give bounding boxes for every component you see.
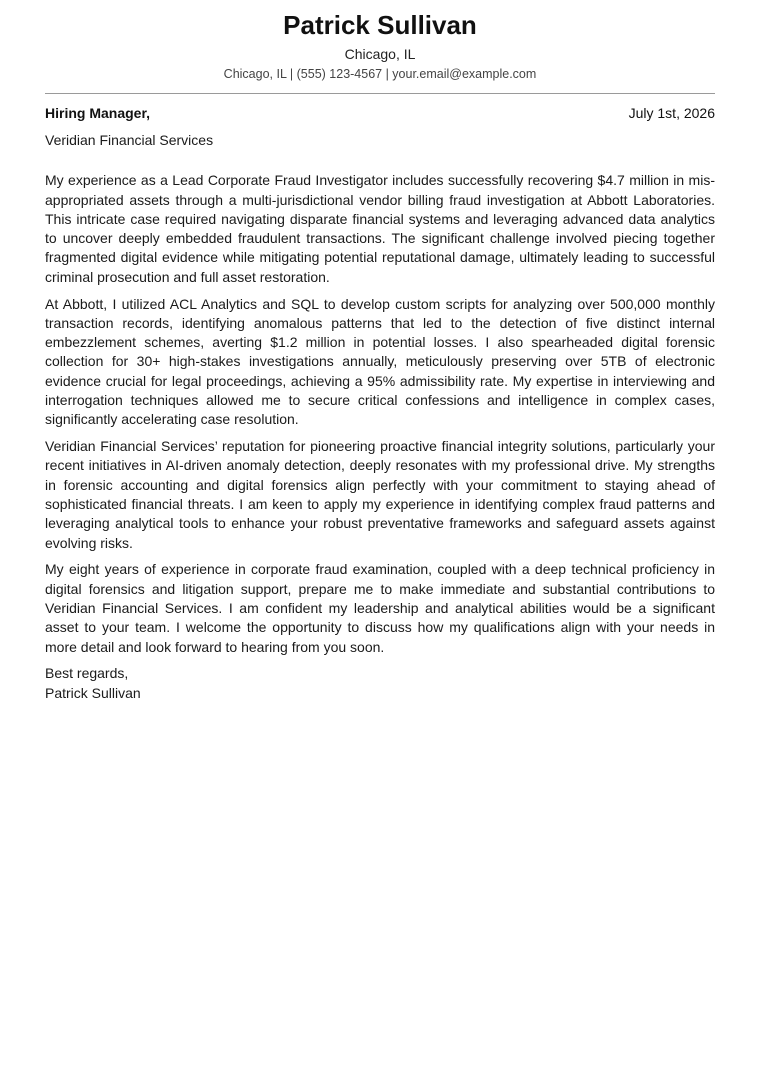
body-paragraph-3: Veridian Financial Services’ reputation for pioneering proactive financial integrity solutions, particularly your recent initiatives in AI-driven anomaly detection, deeply resonates with my professional drive. My strengths in forensic accounting and digital forensics align perfectly with your commitment to staying ahead of sophisticated financial threats. I am keen to apply my experience in identifying complex fraud patterns and leveraging analytical tools to enhance your robust preventative frameworks and safeguard assets against evolving risks. [45, 438, 715, 551]
applicant-contact-line: Chicago, IL | (555) 123-4567 | your.email@example.com [223, 67, 537, 81]
closing-phrase: Best regards, [45, 665, 129, 682]
applicant-location: Chicago, IL [344, 46, 416, 62]
body-paragraph-4: My eight years of experience in corporate fraud examination, coupled with a deep technical proficiency in digital forensics and litigation support, prepare me to make immediate and substantial contributions to Veridian Financial Services. I am confident my leadership and analytical abilities would be a significant asset to your team. I welcome the opportunity to discuss how my qualifications align with your needs in more detail and look forward to hearing from you soon. [45, 561, 715, 655]
signature-name: Patrick Sullivan [45, 684, 141, 701]
letter-header [0, 0, 760, 82]
recipient-company: Veridian Financial Services [45, 132, 214, 148]
body-paragraph-1: My experience as a Lead Corporate Fraud Investigator includes successfully recovering $4.7 million in misappropriated assets through a multi-jurisdictional vendor billing fraud investigation at Abbott Laboratories. This intricate case required navigating disparate financial systems and leveraging advanced data analytics to uncover deeply embedded fraudulent transactions. The significant challenge involved piecing together fragmented digital evidence while mitigating potential reputational damage, ultimately leading to successful criminal prosecution and full asset restoration. [45, 172, 715, 285]
salutation-row [45, 104, 715, 123]
header-divider [45, 93, 715, 94]
body-paragraph-2: At Abbott, I utilized ACL Analytics and SQL to develop custom scripts for analyzing over 500,000 monthly transaction records, identifying anomalous patterns that led to the detection of five distinct internal embezzlement schemes, averting $1.2 million in potential losses. I also spearheaded digital forensic collection for 30+ high-stakes investigations annually, meticulously preserving over 5TB of electronic evidence crucial for legal proceedings, achieving a 95% admissibility rate. My expertise in interviewing and interrogation techniques allowed me to secure critical confessions and intelligence in complex cases, significantly accelerating case resolution. [45, 295, 715, 428]
letter-content [45, 104, 715, 703]
closing-block [45, 664, 715, 703]
letter-date: July 1st, 2026 [628, 105, 715, 121]
recipient-salutation: Hiring Manager, [45, 105, 151, 121]
letter-body [45, 171, 715, 657]
applicant-name: Patrick Sullivan [283, 10, 477, 40]
